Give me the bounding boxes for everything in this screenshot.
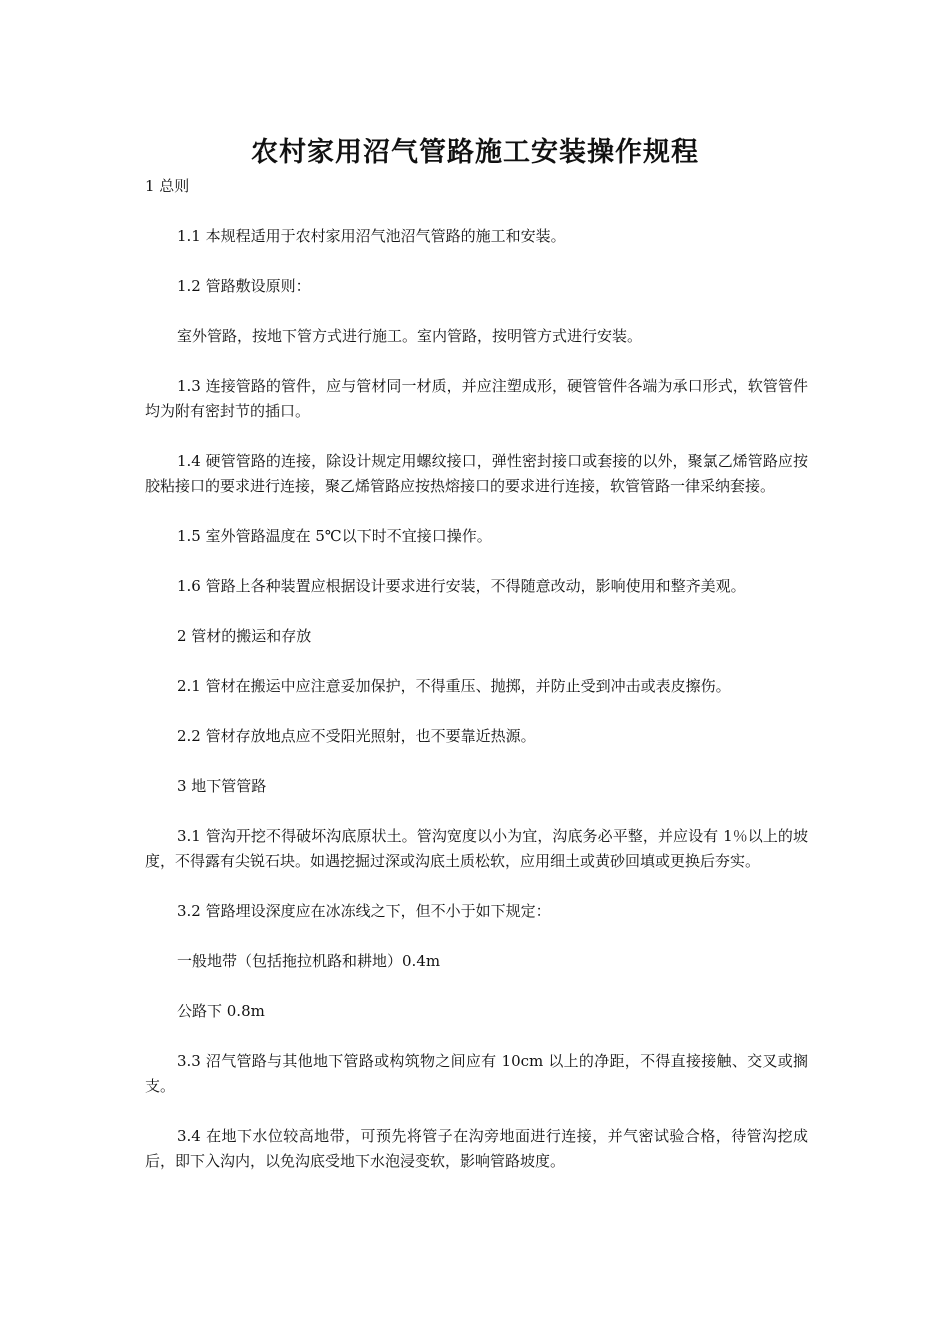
paragraph-2-2: 2.2 管材存放地点应不受阳光照射，也不要靠近热源。: [177, 727, 536, 745]
paragraph-2-1: 2.1 管材在搬运中应注意妥加保护，不得重压、抛掷，并防止受到冲击或表皮擦伤。: [177, 677, 731, 695]
paragraph-1-5: 1.5 室外管路温度在 5℃以下时不宜接口操作。: [177, 527, 492, 545]
paragraph-3-4: 3.4 在地下水位较高地带，可预先将管子在沟旁地面进行连接，并气密试验合格，待管沟挖成后，即下入沟内，以免沟底受地下水泡浸变软，影响管路坡度。: [145, 1127, 808, 1170]
paragraph-1-6: 1.6 管路上各种装置应根据设计要求进行安装，不得随意改动，影响使用和整齐美观。: [177, 577, 746, 595]
section-heading-1: 1 总则: [145, 177, 190, 195]
paragraph-1-3: 1.3 连接管路的管件，应与管材同一材质，并应注塑成形，硬管管件各端为承口形式，软管管件均为附有密封节的插口。: [145, 377, 808, 420]
paragraph-3-2: 3.2 管路埋设深度应在冰冻线之下，但不小于如下规定：: [177, 902, 551, 920]
paragraph-1-2-detail: 室外管路，按地下管方式进行施工。室内管路，按明管方式进行安装。: [177, 327, 643, 345]
paragraph-3-3: 3.3 沼气管路与其他地下管路或构筑物之间应有 10cm 以上的净距，不得直接接触、交叉或搁支。: [145, 1052, 808, 1095]
paragraph-3-2-item-2: 公路下 0.8m: [177, 1002, 265, 1020]
section-heading-2: 2 管材的搬运和存放: [177, 627, 312, 645]
paragraph-1-4: 1.4 硬管管路的连接，除设计规定用螺纹接口，弹性密封接口或套接的以外，聚氯乙烯管路应按胶粘接口的要求进行连接，聚乙烯管路应按热熔接口的要求进行连接，软管管路一律采纳套接。: [145, 452, 808, 495]
document-body: [145, 174, 808, 1174]
paragraph-3-2-item-1: 一般地带（包括拖拉机路和耕地）0.4m: [177, 952, 441, 970]
section-heading-3: 3 地下管管路: [177, 777, 267, 795]
paragraph-1-2: 1.2 管路敷设原则：: [177, 277, 311, 295]
paragraph-1-1: 1.1 本规程适用于农村家用沼气池沼气管路的施工和安装。: [177, 227, 566, 245]
paragraph-3-1: 3.1 管沟开挖不得破坏沟底原状土。管沟宽度以小为宜，沟底务必平整，并应设有 1％以上的坡度，不得露有尖锐石块。如遇挖掘过深或沟底土质松软，应用细土或黄砂回填或更换后夯实。: [145, 827, 808, 870]
document-title: 农村家用沼气管路施工安装操作规程: [251, 137, 699, 168]
